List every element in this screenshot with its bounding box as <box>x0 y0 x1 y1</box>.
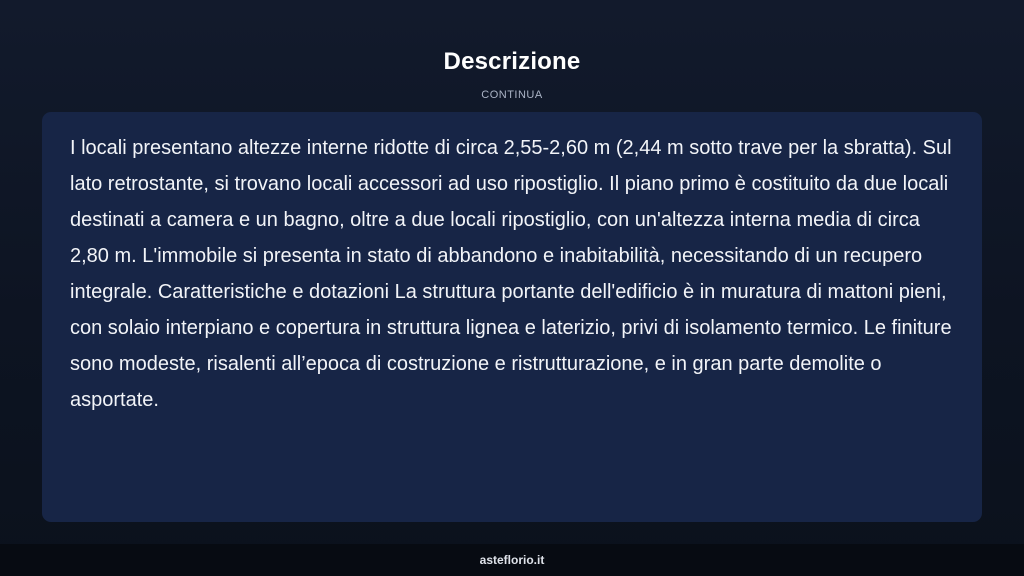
footer-bar <box>0 544 1024 576</box>
footer-brand: asteflorio.it <box>479 553 545 567</box>
page-title: Descrizione <box>443 48 581 75</box>
description-card <box>42 112 982 522</box>
description-text: I locali presentano altezze interne ridotte di circa 2,55-2,60 m (2,44 m sotto trave per la sbratta). Sul lato retrostante, si trovano locali accessori ad uso ripostiglio. Il piano primo è costituito da due locali destinati a camera e un bagno, oltre a due locali ripostiglio, con un'altezza interna media di circa 2,80 m. L'immobile si presenta in stato di abbandono e inabitabilità, necessitando di un recupero integrale. Caratteristiche e dotazioni La struttura portante dell'edificio è in muratura di mattoni pieni, con solaio interpiano e copertura in struttura lignea e laterizio, privi di isolamento termico. Le finiture sono modeste, risalenti all’epoca di costruzione e ristrutturazione, e in gran parte demolite o asportate. <box>70 137 952 411</box>
page-subtitle: CONTINUA <box>481 89 543 101</box>
